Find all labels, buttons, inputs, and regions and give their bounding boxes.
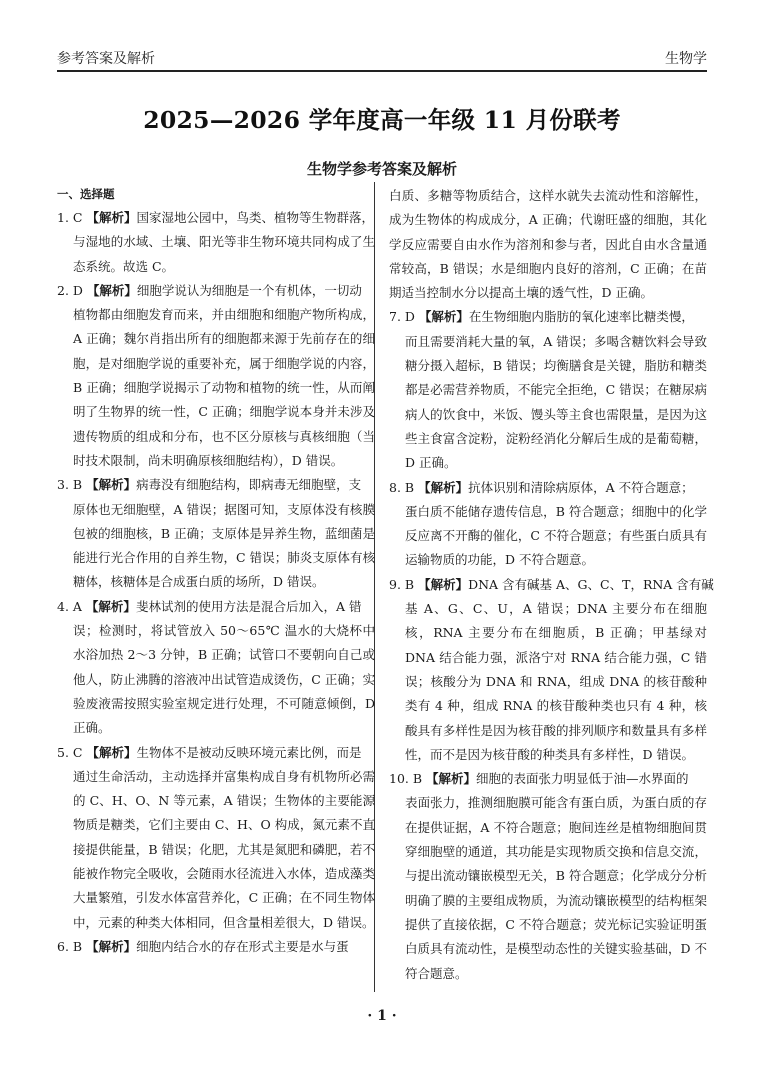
answer-number: 9. B <box>389 576 415 592</box>
answer-continuation: 误；检测时，将试管放入 50～65℃ 温水的大烧杯中水浴加热 2～3 分钟，B 正确；试管口不要朝向自己或他人，防止沸腾的溶液冲出试管造成烫伤，C 正确；实验废液需按照实验室规定进行处理，不可随意倾倒，D 正确。 <box>73 623 375 736</box>
answer-number: 5. C <box>57 744 83 760</box>
right-column <box>389 184 714 986</box>
answer-item-first-line <box>57 206 375 230</box>
answer-key-subtitle: 生物学参考答案及解析 <box>306 160 457 178</box>
answer-number: 6. B <box>57 938 83 954</box>
answer-item-first-line <box>57 595 375 619</box>
answer-continuation: 与湿地的水域、土壤、阳光等非生物环境共同构成了生态系统。故选 C。 <box>73 234 375 274</box>
answer-number: 7. D <box>389 309 415 325</box>
answer-item-7 <box>389 305 707 475</box>
answer-continuation: 蛋白质不能储存遗传信息，B 符合题意；细胞中的化学反应离不开酶的催化，C 不符合题意；有些蛋白质具有运输物质的功能，D 不符合题意。 <box>405 503 707 568</box>
analysis-tag: 【解析】 <box>85 598 136 614</box>
answer-item-6 <box>57 935 375 959</box>
analysis-tag: 【解析】 <box>86 744 137 760</box>
answer-text: 病毒没有细胞结构，即病毒无细胞壁，支 <box>136 477 362 493</box>
analysis-tag: 【解析】 <box>418 309 469 325</box>
answer-continuation: 表面张力，推测细胞膜可能含有蛋白质，为蛋白质的存在提供证据，A 不符合题意；胞间连丝是植物细胞间贯穿细胞壁的通道，其功能是实现物质交换和信息交流，与提出流动镶嵌模型无关，B 符合题意；化学成分分析明确了膜的主要组成物质，为流动镶嵌模型的结构框架提供了直接依据，C 不符合题意；荧光标记实验证明蛋白质具有流动性，是模型动态性的关键实验基础，D 不符合题意。 <box>405 795 707 981</box>
answer-text: DNA 含有碱基 A、G、C、T，RNA 含有碱 <box>468 576 714 592</box>
answer-continuation: 而且需要消耗大量的氧，A 错误；多喝含糖饮料会导致糖分摄入超标，B 错误；均衡膳食是关键，脂肪和糖类都是必需营养物质，不能完全拒绝，C 错误；在糖尿病病人的饮食中，米饭、馒头等主食也需限量，是因为这些主食富含淀粉，淀粉经消化分解后生成的是葡萄糖，D 正确。 <box>405 333 707 471</box>
answer-item-first-line <box>57 279 375 303</box>
answer-number: 3. B <box>57 477 83 493</box>
answer-number: 10. B <box>389 771 423 787</box>
answer-item-6-continued <box>389 184 707 305</box>
answer-text: 斐林试剂的使用方法是混合后加入，A 错 <box>135 598 362 614</box>
answer-number: 1. C <box>57 210 83 225</box>
header-rule <box>57 70 707 72</box>
answer-item-5 <box>57 741 375 935</box>
answer-item-first-line <box>389 767 707 791</box>
answer-item-9 <box>389 573 714 767</box>
analysis-tag: 【解析】 <box>86 477 137 493</box>
answer-item-10 <box>389 767 707 986</box>
exam-title: 2025—2026 学年度高一年级 11 月份联考 <box>143 106 621 134</box>
analysis-tag: 【解析】 <box>418 479 469 495</box>
answer-text: 细胞内结合水的存在形式主要是水与蛋 <box>136 938 349 954</box>
section-heading: 一、选择题 <box>57 187 115 201</box>
answer-item-first-line <box>389 305 707 329</box>
analysis-tag: 【解析】 <box>418 576 469 592</box>
answer-continuation: 白质、多糖等物质结合，这样水就失去流动性和溶解性，成为生物体的构成成分，A 正确；代谢旺盛的细胞，其化学反应需要自由水作为溶剂和参与者，因此自由水含量通常较高，B 错误；水是细胞内良好的溶剂，C 正确；在苗期适当控制水分以提高土壤的透气性，D 正确。 <box>389 188 707 301</box>
answer-number: 8. B <box>389 479 415 495</box>
answer-text: 国家湿地公园中，鸟类、植物等生物群落， <box>136 210 374 225</box>
analysis-tag: 【解析】 <box>86 938 137 954</box>
answer-number: 4. A <box>57 598 82 614</box>
answer-item-first-line <box>57 741 375 765</box>
answer-item-8 <box>389 476 707 573</box>
answer-item-first-line <box>389 573 714 597</box>
answer-continuation: 通过生命活动，主动选择并富集构成自身有机物所必需的 C、H、O、N 等元素，A 错误；生物体的主要能源物质是糖类，它们主要由 C、H、O 构成，氮元素不直接提供能量，B 错误；化肥，尤其是氮肥和磷肥，若不能被作物完全吸收，会随雨水径流进入水体，造成藻类大量繁殖，引发水体富营养化，C 正确；在不同生物体中，元素的种类大体相同，但含量相差很大，D 错误。 <box>73 768 375 930</box>
answer-number: 2. D <box>57 282 83 298</box>
answer-item-3 <box>57 473 375 594</box>
answer-item-first-line <box>389 476 707 500</box>
header-left-label: 参考答案及解析 <box>57 51 155 67</box>
answer-item-first-line <box>57 935 375 959</box>
left-column <box>57 182 375 959</box>
answer-text: 细胞学说认为细胞是一个有机体，一切动 <box>136 282 362 298</box>
answer-item-1 <box>57 206 375 279</box>
analysis-tag: 【解析】 <box>426 771 477 787</box>
answer-continuation: 原体也无细胞壁，A 错误；据图可知，支原体没有核膜包被的细胞核，B 正确；支原体是异养生物，蓝细菌是能进行光合作用的自养生物，C 错误；肺炎支原体有核糖体，核糖体是合成蛋白质的场所，D 错误。 <box>73 501 375 590</box>
page-number: · 1 · <box>367 1008 397 1024</box>
answer-continuation: 植物都由细胞发育而来，并由细胞和细胞产物所构成，A 正确；魏尔肖指出所有的细胞都来源于先前存在的细胞，是对细胞学说的重要补充，属于细胞学说的内容，B 正确；细胞学说揭示了动物和植物的统一性，从而阐明了生物界的统一性，C 正确；细胞学说本身并未涉及遗传物质的组成和分布，也不区分原核与真核细胞（当时技术限制，尚未明确原核细胞结构），D 错误。 <box>73 307 375 468</box>
answer-item-first-line <box>57 473 375 497</box>
answer-text: 抗体识别和清除病原体，A 不符合题意； <box>468 479 694 495</box>
header-subject-label: 生物学 <box>665 51 707 67</box>
analysis-tag: 【解析】 <box>86 210 137 225</box>
answer-text: 细胞的表面张力明显低于油—水界面的 <box>476 771 689 787</box>
answer-text: 生物体不是被动反映环境元素比例，而是 <box>136 744 362 760</box>
answer-continuation: 基 A、G、C、U，A 错误；DNA 主要分布在细胞核，RNA 主要分布在细胞质，B 正确；甲基绿对 DNA 结合能力强，派洛宁对 RNA 结合能力强，C 错误；核酸分为 DNA 和 RNA，组成 DNA 的核苷酸种类有 4 种，组成 RNA 的核苷酸种类也只有 4 种，核酸具有多样性是因为核苷酸的排列顺序和数量具有多样性，而不是因为核苷酸的种类具有多样性，D 错误。 <box>405 601 707 762</box>
analysis-tag: 【解析】 <box>86 282 137 298</box>
answer-text: 在生物细胞内脂肪的氧化速率比糖类慢， <box>468 309 694 325</box>
answer-item-2 <box>57 279 375 473</box>
answer-item-4 <box>57 595 375 741</box>
